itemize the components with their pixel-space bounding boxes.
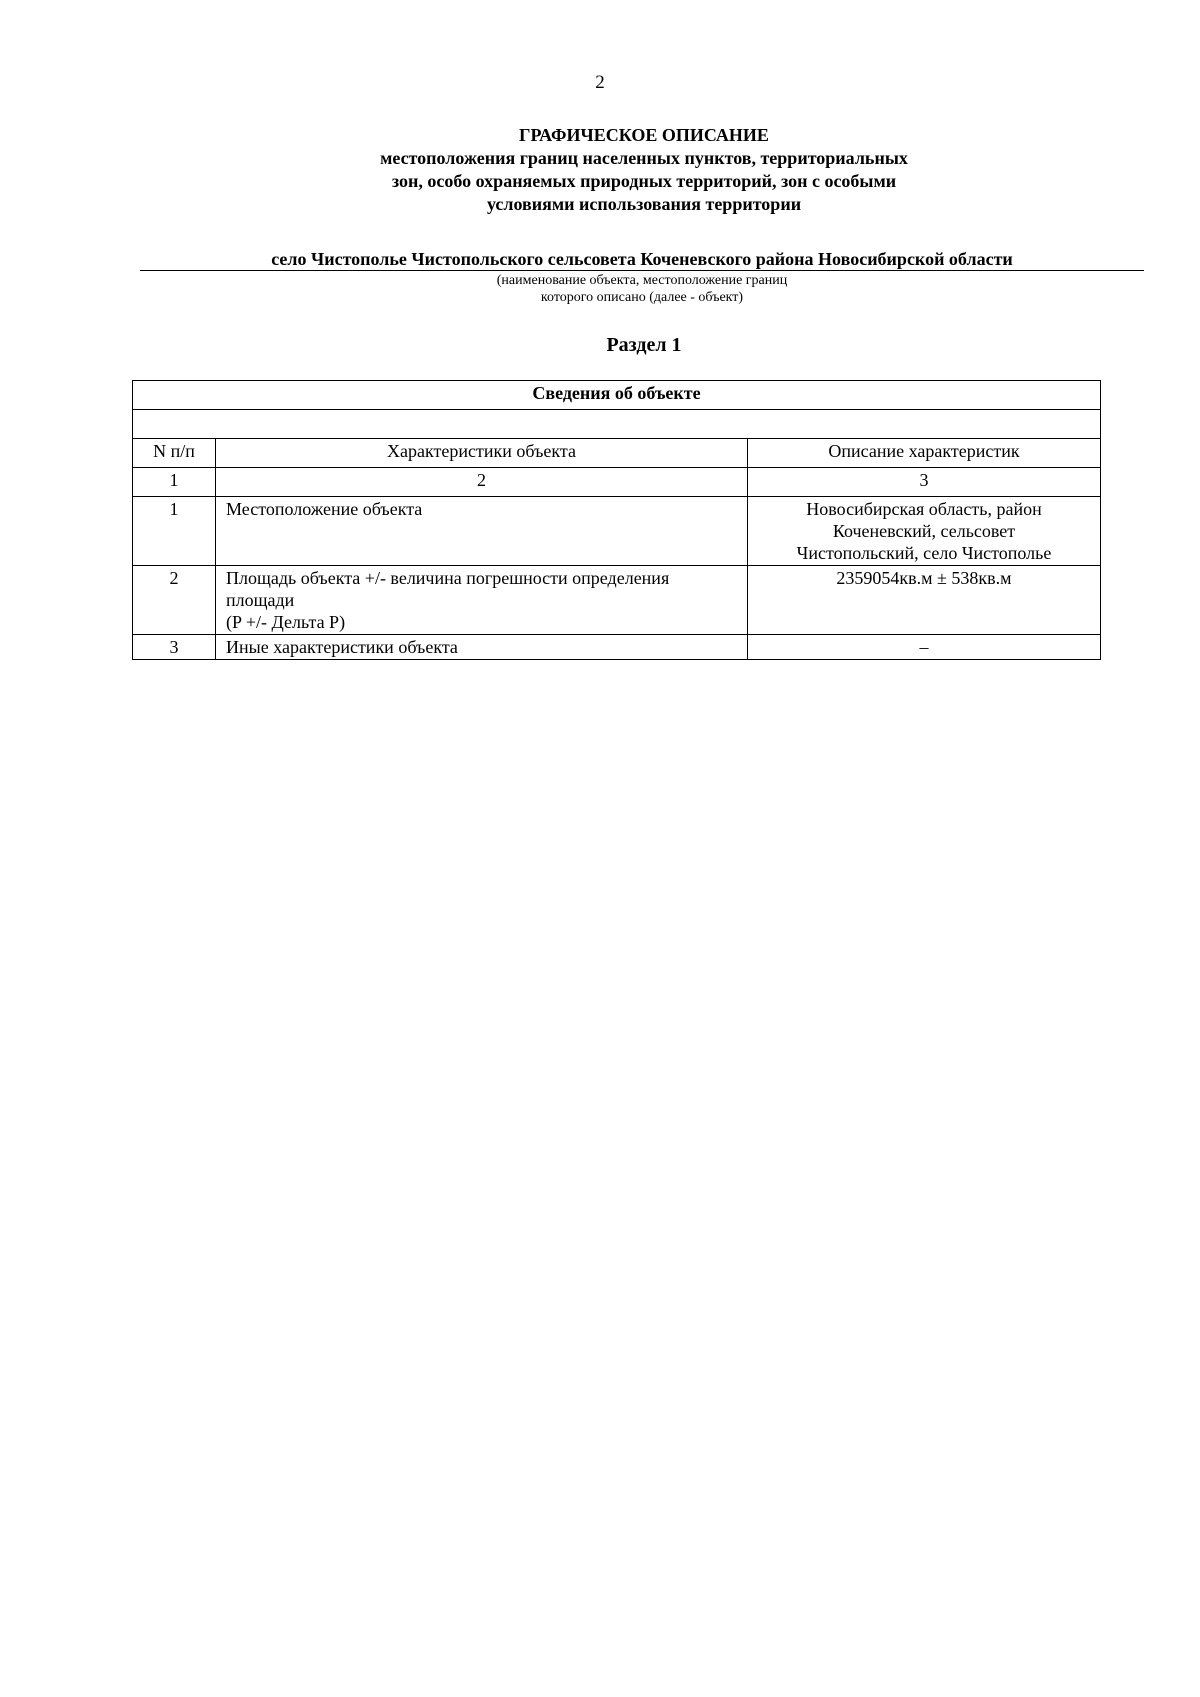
row-description (748, 635, 1101, 660)
characteristic-line: Иные характеристики объекта (226, 637, 458, 657)
table-empty-cell (133, 410, 1101, 439)
row-description (748, 566, 1101, 635)
title-line-2: зон, особо охраняемых природных территорий, зон с особыми (391, 171, 897, 191)
column-number-2: 2 (216, 468, 748, 497)
table-row (133, 497, 1101, 566)
title-main: ГРАФИЧЕСКОЕ ОПИСАНИЕ (519, 125, 769, 145)
table-title: Сведения об объекте (133, 381, 1101, 410)
table-column-number-row (133, 468, 1101, 497)
characteristic-line: (P +/- Дельта P) (226, 612, 346, 632)
title-line-3: условиями использования территории (486, 194, 802, 214)
header-description: Описание характеристик (748, 439, 1101, 468)
header-num: N п/п (133, 439, 216, 468)
object-name-block (140, 249, 1144, 306)
table-header-row (133, 439, 1101, 468)
object-info-table (132, 380, 1101, 660)
title-line-1: местоположения границ населенных пунктов, территориальных (380, 148, 908, 168)
object-name-caption (140, 272, 1144, 306)
row-characteristic (216, 497, 748, 566)
description-line: Коченевский, сельсовет (832, 521, 1016, 541)
row-num: 2 (133, 566, 216, 635)
caption-line-2: которого описано (далее - объект) (540, 290, 744, 305)
table-empty-row (133, 410, 1101, 439)
document-title (0, 124, 1200, 216)
column-number-3: 3 (748, 468, 1101, 497)
characteristic-line: площади (226, 590, 295, 610)
table-title-row (133, 381, 1101, 410)
caption-line-1: (наименование объекта, местоположение границ (496, 273, 788, 288)
description-line: Новосибирская область, район (806, 499, 1042, 519)
page-number: 2 (595, 72, 605, 93)
row-num: 1 (133, 497, 216, 566)
table-row (133, 635, 1101, 660)
header-characteristic: Характеристики объекта (216, 439, 748, 468)
description-line: 2359054кв.м ± 538кв.м (836, 568, 1012, 588)
characteristic-line: Площадь объекта +/- величина погрешности определения (226, 568, 670, 588)
description-line: Чистопольский, село Чистополье (796, 543, 1052, 563)
row-characteristic (216, 635, 748, 660)
object-name: село Чистополье Чистопольского сельсовета Коченевского района Новосибирской области (140, 249, 1144, 271)
row-description (748, 497, 1101, 566)
row-num: 3 (133, 635, 216, 660)
row-characteristic (216, 566, 748, 635)
table-row (133, 566, 1101, 635)
description-line: – (919, 637, 929, 657)
section-title: Раздел 1 (606, 334, 682, 356)
characteristic-line: Местоположение объекта (226, 499, 423, 519)
column-number-1: 1 (133, 468, 216, 497)
